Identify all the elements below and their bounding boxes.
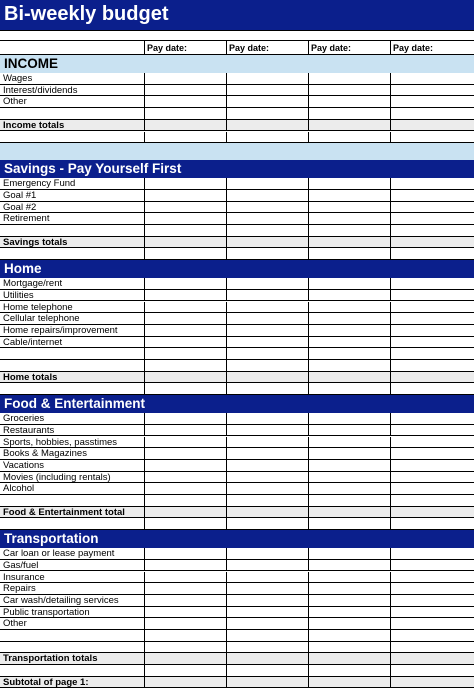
- line-item-row: [0, 413, 474, 425]
- savings-total-amount-cell-2[interactable]: [226, 237, 308, 248]
- line-item-row: [0, 595, 474, 607]
- income-2-amount-cell-3[interactable]: [308, 96, 390, 107]
- home-6-amount-cell-4[interactable]: [390, 348, 474, 359]
- home-0-amount-cell-4[interactable]: [390, 278, 474, 289]
- income-total-amount-cell-3[interactable]: [308, 120, 390, 131]
- home-total-amount-cell-3[interactable]: [308, 372, 390, 383]
- transportation-4-amount-cell-2[interactable]: [226, 595, 308, 606]
- pay-date-header-3: Pay date:: [308, 41, 390, 54]
- total-spacer-row: [0, 248, 474, 260]
- food-1-amount-cell-2[interactable]: [226, 425, 308, 436]
- transportation-8-amount-cell-2[interactable]: [226, 642, 308, 653]
- savings-0-amount-cell-1[interactable]: [144, 178, 226, 189]
- total-row-income: [0, 120, 474, 132]
- food-5-amount-cell-1[interactable]: [144, 472, 226, 483]
- transportation-5-amount-cell-3[interactable]: [308, 607, 390, 618]
- line-item-row: [0, 630, 474, 642]
- line-item-label-utilities: Utilities: [3, 289, 34, 301]
- savings-2-amount-cell-3[interactable]: [308, 202, 390, 213]
- savings-2-amount-cell-1[interactable]: [144, 202, 226, 213]
- home-total-amount-cell-4[interactable]: [390, 372, 474, 383]
- home-6-amount-cell-3[interactable]: [308, 348, 390, 359]
- savings-spacer-amount-cell-4[interactable]: [390, 248, 474, 259]
- income-1-amount-cell-3[interactable]: [308, 85, 390, 96]
- line-item-label-movies-including-rentals: Movies (including rentals): [3, 471, 111, 483]
- line-item-row: [0, 583, 474, 595]
- food-3-amount-cell-1[interactable]: [144, 448, 226, 459]
- transportation-6-amount-cell-2[interactable]: [226, 618, 308, 629]
- subtotal-amount-cell-4[interactable]: [390, 677, 474, 688]
- line-item-label-alcohol: Alcohol: [3, 483, 35, 494]
- page-title: Bi-weekly budget: [4, 3, 169, 25]
- title-bar: [0, 0, 474, 30]
- food-total-amount-cell-2[interactable]: [226, 507, 308, 518]
- food-total-amount-cell-1[interactable]: [144, 507, 226, 518]
- transportation-spacer-amount-cell-2[interactable]: [226, 665, 308, 676]
- transportation-total-amount-cell-4[interactable]: [390, 653, 474, 664]
- total-label-transportation: Transportation totals: [3, 653, 98, 665]
- total-spacer-row: [0, 132, 474, 144]
- savings-1-amount-cell-4[interactable]: [390, 190, 474, 201]
- home-total-amount-cell-2[interactable]: [226, 372, 308, 383]
- transportation-spacer-amount-cell-1[interactable]: [144, 665, 226, 676]
- income-2-amount-cell-4[interactable]: [390, 96, 474, 107]
- line-item-row: [0, 73, 474, 85]
- food-1-amount-cell-4[interactable]: [390, 425, 474, 436]
- home-4-amount-cell-3[interactable]: [308, 325, 390, 336]
- line-item-label-gas-fuel: Gas/fuel: [3, 559, 39, 571]
- home-total-amount-cell-1[interactable]: [144, 372, 226, 383]
- line-item-label-car-loan-or-lease-payment: Car loan or lease payment: [3, 548, 115, 559]
- food-spacer-amount-cell-1[interactable]: [144, 518, 226, 529]
- income-total-amount-cell-1[interactable]: [144, 120, 226, 131]
- transportation-4-amount-cell-1[interactable]: [144, 595, 226, 606]
- savings-spacer-amount-cell-2[interactable]: [226, 248, 308, 259]
- line-item-label-blank: [0, 108, 144, 119]
- transportation-8-amount-cell-4[interactable]: [390, 642, 474, 653]
- section-heading-transportation: [0, 530, 474, 548]
- transportation-total-amount-cell-1[interactable]: [144, 653, 226, 664]
- line-item-label-goal-1: Goal #1: [3, 189, 37, 201]
- home-2-amount-cell-3[interactable]: [308, 302, 390, 313]
- line-item-row: [0, 313, 474, 325]
- savings-2-amount-cell-4[interactable]: [390, 202, 474, 213]
- savings-4-amount-cell-3[interactable]: [308, 225, 390, 236]
- line-item-row: [0, 302, 474, 314]
- subtotal-row: [0, 677, 474, 689]
- food-1-amount-cell-3[interactable]: [308, 425, 390, 436]
- transportation-1-amount-cell-2[interactable]: [226, 560, 308, 571]
- food-0-amount-cell-1[interactable]: [144, 413, 226, 424]
- line-item-row: [0, 348, 474, 360]
- line-item-row: [0, 472, 474, 484]
- subtotal-amount-cell-1[interactable]: [144, 677, 226, 688]
- transportation-2-amount-cell-1[interactable]: [144, 572, 226, 583]
- home-1-amount-cell-3[interactable]: [308, 290, 390, 301]
- food-6-amount-cell-4[interactable]: [390, 483, 474, 494]
- line-item-label-cable-internet: Cable/internet: [3, 336, 63, 348]
- transportation-6-amount-cell-4[interactable]: [390, 618, 474, 629]
- transportation-5-amount-cell-1[interactable]: [144, 607, 226, 618]
- transportation-3-amount-cell-1[interactable]: [144, 583, 226, 594]
- line-item-row: [0, 202, 474, 214]
- income-0-amount-cell-1[interactable]: [144, 73, 226, 84]
- food-6-amount-cell-3[interactable]: [308, 483, 390, 494]
- section-title-savings: Savings - Pay Yourself First: [4, 161, 182, 177]
- line-item-row: [0, 607, 474, 619]
- savings-4-amount-cell-2[interactable]: [226, 225, 308, 236]
- home-0-amount-cell-2[interactable]: [226, 278, 308, 289]
- home-3-amount-cell-3[interactable]: [308, 313, 390, 324]
- savings-total-amount-cell-1[interactable]: [144, 237, 226, 248]
- savings-total-amount-cell-3[interactable]: [308, 237, 390, 248]
- income-1-amount-cell-4[interactable]: [390, 85, 474, 96]
- transportation-2-amount-cell-4[interactable]: [390, 572, 474, 583]
- home-5-amount-cell-4[interactable]: [390, 337, 474, 348]
- home-3-amount-cell-1[interactable]: [144, 313, 226, 324]
- line-item-row: [0, 560, 474, 572]
- income-total-amount-cell-4[interactable]: [390, 120, 474, 131]
- total-row-transportation: [0, 653, 474, 665]
- income-total-amount-cell-2[interactable]: [226, 120, 308, 131]
- line-item-row: [0, 460, 474, 472]
- food-4-amount-cell-4[interactable]: [390, 460, 474, 471]
- home-7-amount-cell-2[interactable]: [226, 360, 308, 371]
- food-4-amount-cell-2[interactable]: [226, 460, 308, 471]
- line-item-label-blank: [0, 495, 144, 506]
- income-3-amount-cell-3[interactable]: [308, 108, 390, 119]
- line-item-row: [0, 437, 474, 449]
- savings-4-amount-cell-4[interactable]: [390, 225, 474, 236]
- income-1-amount-cell-1[interactable]: [144, 85, 226, 96]
- line-item-row: [0, 360, 474, 372]
- food-total-amount-cell-4[interactable]: [390, 507, 474, 518]
- line-item-label-home-repairs-improvement: Home repairs/improvement: [3, 324, 118, 336]
- transportation-4-amount-cell-3[interactable]: [308, 595, 390, 606]
- line-item-label-insurance: Insurance: [3, 571, 45, 583]
- income-3-amount-cell-1[interactable]: [144, 108, 226, 119]
- home-5-amount-cell-3[interactable]: [308, 337, 390, 348]
- line-item-label-sports-hobbies-passtimes: Sports, hobbies, passtimes: [3, 436, 118, 448]
- total-row-savings: [0, 237, 474, 249]
- transportation-5-amount-cell-4[interactable]: [390, 607, 474, 618]
- food-4-amount-cell-1[interactable]: [144, 460, 226, 471]
- home-1-amount-cell-2[interactable]: [226, 290, 308, 301]
- food-spacer-amount-cell-4[interactable]: [390, 518, 474, 529]
- line-item-label-mortgage-rent: Mortgage/rent: [3, 278, 63, 289]
- transportation-7-amount-cell-2[interactable]: [226, 630, 308, 641]
- transportation-total-amount-cell-2[interactable]: [226, 653, 308, 664]
- income-0-amount-cell-3[interactable]: [308, 73, 390, 84]
- transportation-3-amount-cell-3[interactable]: [308, 583, 390, 594]
- food-6-amount-cell-2[interactable]: [226, 483, 308, 494]
- savings-3-amount-cell-2[interactable]: [226, 213, 308, 224]
- food-5-amount-cell-3[interactable]: [308, 472, 390, 483]
- food-7-amount-cell-2[interactable]: [226, 495, 308, 506]
- line-item-label-interest-dividends: Interest/dividends: [3, 84, 78, 96]
- home-2-amount-cell-1[interactable]: [144, 302, 226, 313]
- transportation-3-amount-cell-4[interactable]: [390, 583, 474, 594]
- pay-date-header-2: Pay date:: [226, 41, 308, 54]
- food-2-amount-cell-1[interactable]: [144, 437, 226, 448]
- pay-date-header-4: Pay date:: [390, 41, 474, 54]
- food-6-amount-cell-1[interactable]: [144, 483, 226, 494]
- home-5-amount-cell-2[interactable]: [226, 337, 308, 348]
- home-spacer-amount-cell-1[interactable]: [144, 383, 226, 394]
- line-item-row: [0, 495, 474, 507]
- savings-3-amount-cell-3[interactable]: [308, 213, 390, 224]
- savings-spacer-amount-cell-1[interactable]: [144, 248, 226, 259]
- section-title-home: Home: [4, 261, 42, 277]
- line-item-label-blank: [0, 642, 144, 653]
- line-item-label-repairs: Repairs: [3, 583, 36, 594]
- food-5-amount-cell-4[interactable]: [390, 472, 474, 483]
- line-item-row: [0, 278, 474, 290]
- transportation-2-amount-cell-3[interactable]: [308, 572, 390, 583]
- food-2-amount-cell-3[interactable]: [308, 437, 390, 448]
- total-label-savings: Savings totals: [3, 236, 68, 248]
- home-6-amount-cell-1[interactable]: [144, 348, 226, 359]
- home-4-amount-cell-1[interactable]: [144, 325, 226, 336]
- line-item-label-blank: [0, 630, 144, 641]
- home-spacer-amount-cell-3[interactable]: [308, 383, 390, 394]
- section-title-income: INCOME: [4, 56, 58, 71]
- section-title-transportation: Transportation: [4, 531, 99, 547]
- line-item-label-goal-2: Goal #2: [3, 201, 37, 213]
- total-row-food: [0, 507, 474, 519]
- savings-3-amount-cell-4[interactable]: [390, 213, 474, 224]
- food-3-amount-cell-2[interactable]: [226, 448, 308, 459]
- section-heading-home: [0, 260, 474, 278]
- line-item-row: [0, 483, 474, 495]
- header-row: [0, 41, 474, 55]
- home-3-amount-cell-4[interactable]: [390, 313, 474, 324]
- income-3-amount-cell-2[interactable]: [226, 108, 308, 119]
- line-item-row: [0, 96, 474, 108]
- savings-1-amount-cell-2[interactable]: [226, 190, 308, 201]
- transportation-7-amount-cell-4[interactable]: [390, 630, 474, 641]
- income-0-amount-cell-2[interactable]: [226, 73, 308, 84]
- home-7-amount-cell-3[interactable]: [308, 360, 390, 371]
- home-7-amount-cell-1[interactable]: [144, 360, 226, 371]
- income-spacer-amount-cell-1[interactable]: [144, 132, 226, 143]
- savings-2-amount-cell-2[interactable]: [226, 202, 308, 213]
- savings-spacer-amount-cell-3[interactable]: [308, 248, 390, 259]
- line-item-row: [0, 178, 474, 190]
- transportation-spacer-amount-cell-4[interactable]: [390, 665, 474, 676]
- line-item-row: [0, 190, 474, 202]
- transportation-2-amount-cell-2[interactable]: [226, 572, 308, 583]
- transportation-0-amount-cell-1[interactable]: [144, 548, 226, 559]
- line-item-label-retirement: Retirement: [3, 213, 50, 224]
- line-item-row: [0, 337, 474, 349]
- food-4-amount-cell-3[interactable]: [308, 460, 390, 471]
- savings-1-amount-cell-3[interactable]: [308, 190, 390, 201]
- transportation-0-amount-cell-2[interactable]: [226, 548, 308, 559]
- transportation-6-amount-cell-1[interactable]: [144, 618, 226, 629]
- savings-0-amount-cell-4[interactable]: [390, 178, 474, 189]
- transportation-6-amount-cell-3[interactable]: [308, 618, 390, 629]
- line-item-label-blank: [0, 360, 144, 371]
- home-1-amount-cell-1[interactable]: [144, 290, 226, 301]
- section-heading-savings: [0, 160, 474, 178]
- food-7-amount-cell-3[interactable]: [308, 495, 390, 506]
- savings-1-amount-cell-1[interactable]: [144, 190, 226, 201]
- transportation-4-amount-cell-4[interactable]: [390, 595, 474, 606]
- subtotal-label: Subtotal of page 1:: [3, 676, 89, 688]
- food-total-amount-cell-3[interactable]: [308, 507, 390, 518]
- transportation-1-amount-cell-3[interactable]: [308, 560, 390, 571]
- income-spacer-amount-cell-3[interactable]: [308, 132, 390, 143]
- home-1-amount-cell-4[interactable]: [390, 290, 474, 301]
- transportation-5-amount-cell-2[interactable]: [226, 607, 308, 618]
- line-item-row: [0, 548, 474, 560]
- food-2-amount-cell-2[interactable]: [226, 437, 308, 448]
- total-spacer-row: [0, 518, 474, 530]
- line-item-row: [0, 325, 474, 337]
- section-heading-income: [0, 55, 474, 73]
- income-2-amount-cell-2[interactable]: [226, 96, 308, 107]
- line-item-label-other: Other: [3, 96, 27, 108]
- savings-0-amount-cell-3[interactable]: [308, 178, 390, 189]
- food-5-amount-cell-2[interactable]: [226, 472, 308, 483]
- line-item-label-public-transportation: Public transportation: [3, 606, 90, 618]
- home-3-amount-cell-2[interactable]: [226, 313, 308, 324]
- line-item-label-restaurants: Restaurants: [3, 424, 55, 436]
- total-label-income: Income totals: [3, 119, 65, 131]
- line-item-row: [0, 108, 474, 120]
- title-spacer-row: [0, 30, 474, 41]
- line-item-label-blank: [0, 348, 144, 359]
- food-spacer-amount-cell-3[interactable]: [308, 518, 390, 529]
- transportation-7-amount-cell-1[interactable]: [144, 630, 226, 641]
- food-0-amount-cell-3[interactable]: [308, 413, 390, 424]
- line-item-row: [0, 425, 474, 437]
- line-item-label-home-telephone: Home telephone: [3, 301, 73, 313]
- income-1-amount-cell-2[interactable]: [226, 85, 308, 96]
- transportation-1-amount-cell-4[interactable]: [390, 560, 474, 571]
- income-3-amount-cell-4[interactable]: [390, 108, 474, 119]
- line-item-row: [0, 572, 474, 584]
- home-0-amount-cell-3[interactable]: [308, 278, 390, 289]
- line-item-label-blank: [0, 225, 144, 236]
- food-3-amount-cell-3[interactable]: [308, 448, 390, 459]
- income-0-amount-cell-4[interactable]: [390, 73, 474, 84]
- home-2-amount-cell-2[interactable]: [226, 302, 308, 313]
- transportation-3-amount-cell-2[interactable]: [226, 583, 308, 594]
- line-item-label-cellular-telephone: Cellular telephone: [3, 313, 80, 324]
- home-0-amount-cell-1[interactable]: [144, 278, 226, 289]
- section-title-food: Food & Entertainment: [4, 396, 145, 412]
- transportation-total-amount-cell-3[interactable]: [308, 653, 390, 664]
- transportation-8-amount-cell-1[interactable]: [144, 642, 226, 653]
- savings-0-amount-cell-2[interactable]: [226, 178, 308, 189]
- home-6-amount-cell-2[interactable]: [226, 348, 308, 359]
- line-item-row: [0, 290, 474, 302]
- transportation-0-amount-cell-4[interactable]: [390, 548, 474, 559]
- savings-total-amount-cell-4[interactable]: [390, 237, 474, 248]
- line-item-label-books-magazines: Books & Magazines: [3, 448, 87, 459]
- food-spacer-amount-cell-2[interactable]: [226, 518, 308, 529]
- home-5-amount-cell-1[interactable]: [144, 337, 226, 348]
- transportation-1-amount-cell-1[interactable]: [144, 560, 226, 571]
- section-gap: [0, 143, 474, 160]
- home-spacer-amount-cell-4[interactable]: [390, 383, 474, 394]
- savings-3-amount-cell-1[interactable]: [144, 213, 226, 224]
- food-1-amount-cell-1[interactable]: [144, 425, 226, 436]
- transportation-8-amount-cell-3[interactable]: [308, 642, 390, 653]
- home-4-amount-cell-2[interactable]: [226, 325, 308, 336]
- home-spacer-amount-cell-2[interactable]: [226, 383, 308, 394]
- subtotal-amount-cell-2[interactable]: [226, 677, 308, 688]
- income-2-amount-cell-1[interactable]: [144, 96, 226, 107]
- food-2-amount-cell-4[interactable]: [390, 437, 474, 448]
- line-item-label-other: Other: [3, 618, 27, 629]
- home-4-amount-cell-4[interactable]: [390, 325, 474, 336]
- line-item-label-car-wash-detailing-services: Car wash/detailing services: [3, 594, 119, 606]
- total-spacer-row: [0, 383, 474, 395]
- line-item-label-vacations: Vacations: [3, 459, 45, 471]
- home-2-amount-cell-4[interactable]: [390, 302, 474, 313]
- section-heading-food: [0, 395, 474, 413]
- total-label-food: Food & Entertainment total: [3, 506, 125, 518]
- line-item-row: [0, 85, 474, 97]
- total-label-home: Home totals: [3, 371, 58, 383]
- line-item-row: [0, 225, 474, 237]
- food-7-amount-cell-4[interactable]: [390, 495, 474, 506]
- income-spacer-amount-cell-2[interactable]: [226, 132, 308, 143]
- line-item-label-emergency-fund: Emergency Fund: [3, 178, 76, 189]
- line-item-row: [0, 618, 474, 630]
- line-item-label-wages: Wages: [3, 73, 33, 84]
- line-item-row: [0, 213, 474, 225]
- food-7-amount-cell-1[interactable]: [144, 495, 226, 506]
- subtotal-amount-cell-3[interactable]: [308, 677, 390, 688]
- home-7-amount-cell-4[interactable]: [390, 360, 474, 371]
- total-spacer-row: [0, 665, 474, 677]
- transportation-spacer-amount-cell-3[interactable]: [308, 665, 390, 676]
- transportation-0-amount-cell-3[interactable]: [308, 548, 390, 559]
- transportation-7-amount-cell-3[interactable]: [308, 630, 390, 641]
- line-item-label-groceries: Groceries: [3, 413, 45, 424]
- savings-4-amount-cell-1[interactable]: [144, 225, 226, 236]
- income-spacer-amount-cell-4[interactable]: [390, 132, 474, 143]
- food-0-amount-cell-4[interactable]: [390, 413, 474, 424]
- food-3-amount-cell-4[interactable]: [390, 448, 474, 459]
- line-item-row: [0, 448, 474, 460]
- total-row-home: [0, 372, 474, 384]
- food-0-amount-cell-2[interactable]: [226, 413, 308, 424]
- line-item-row: [0, 642, 474, 654]
- pay-date-header-1: Pay date:: [144, 41, 226, 54]
